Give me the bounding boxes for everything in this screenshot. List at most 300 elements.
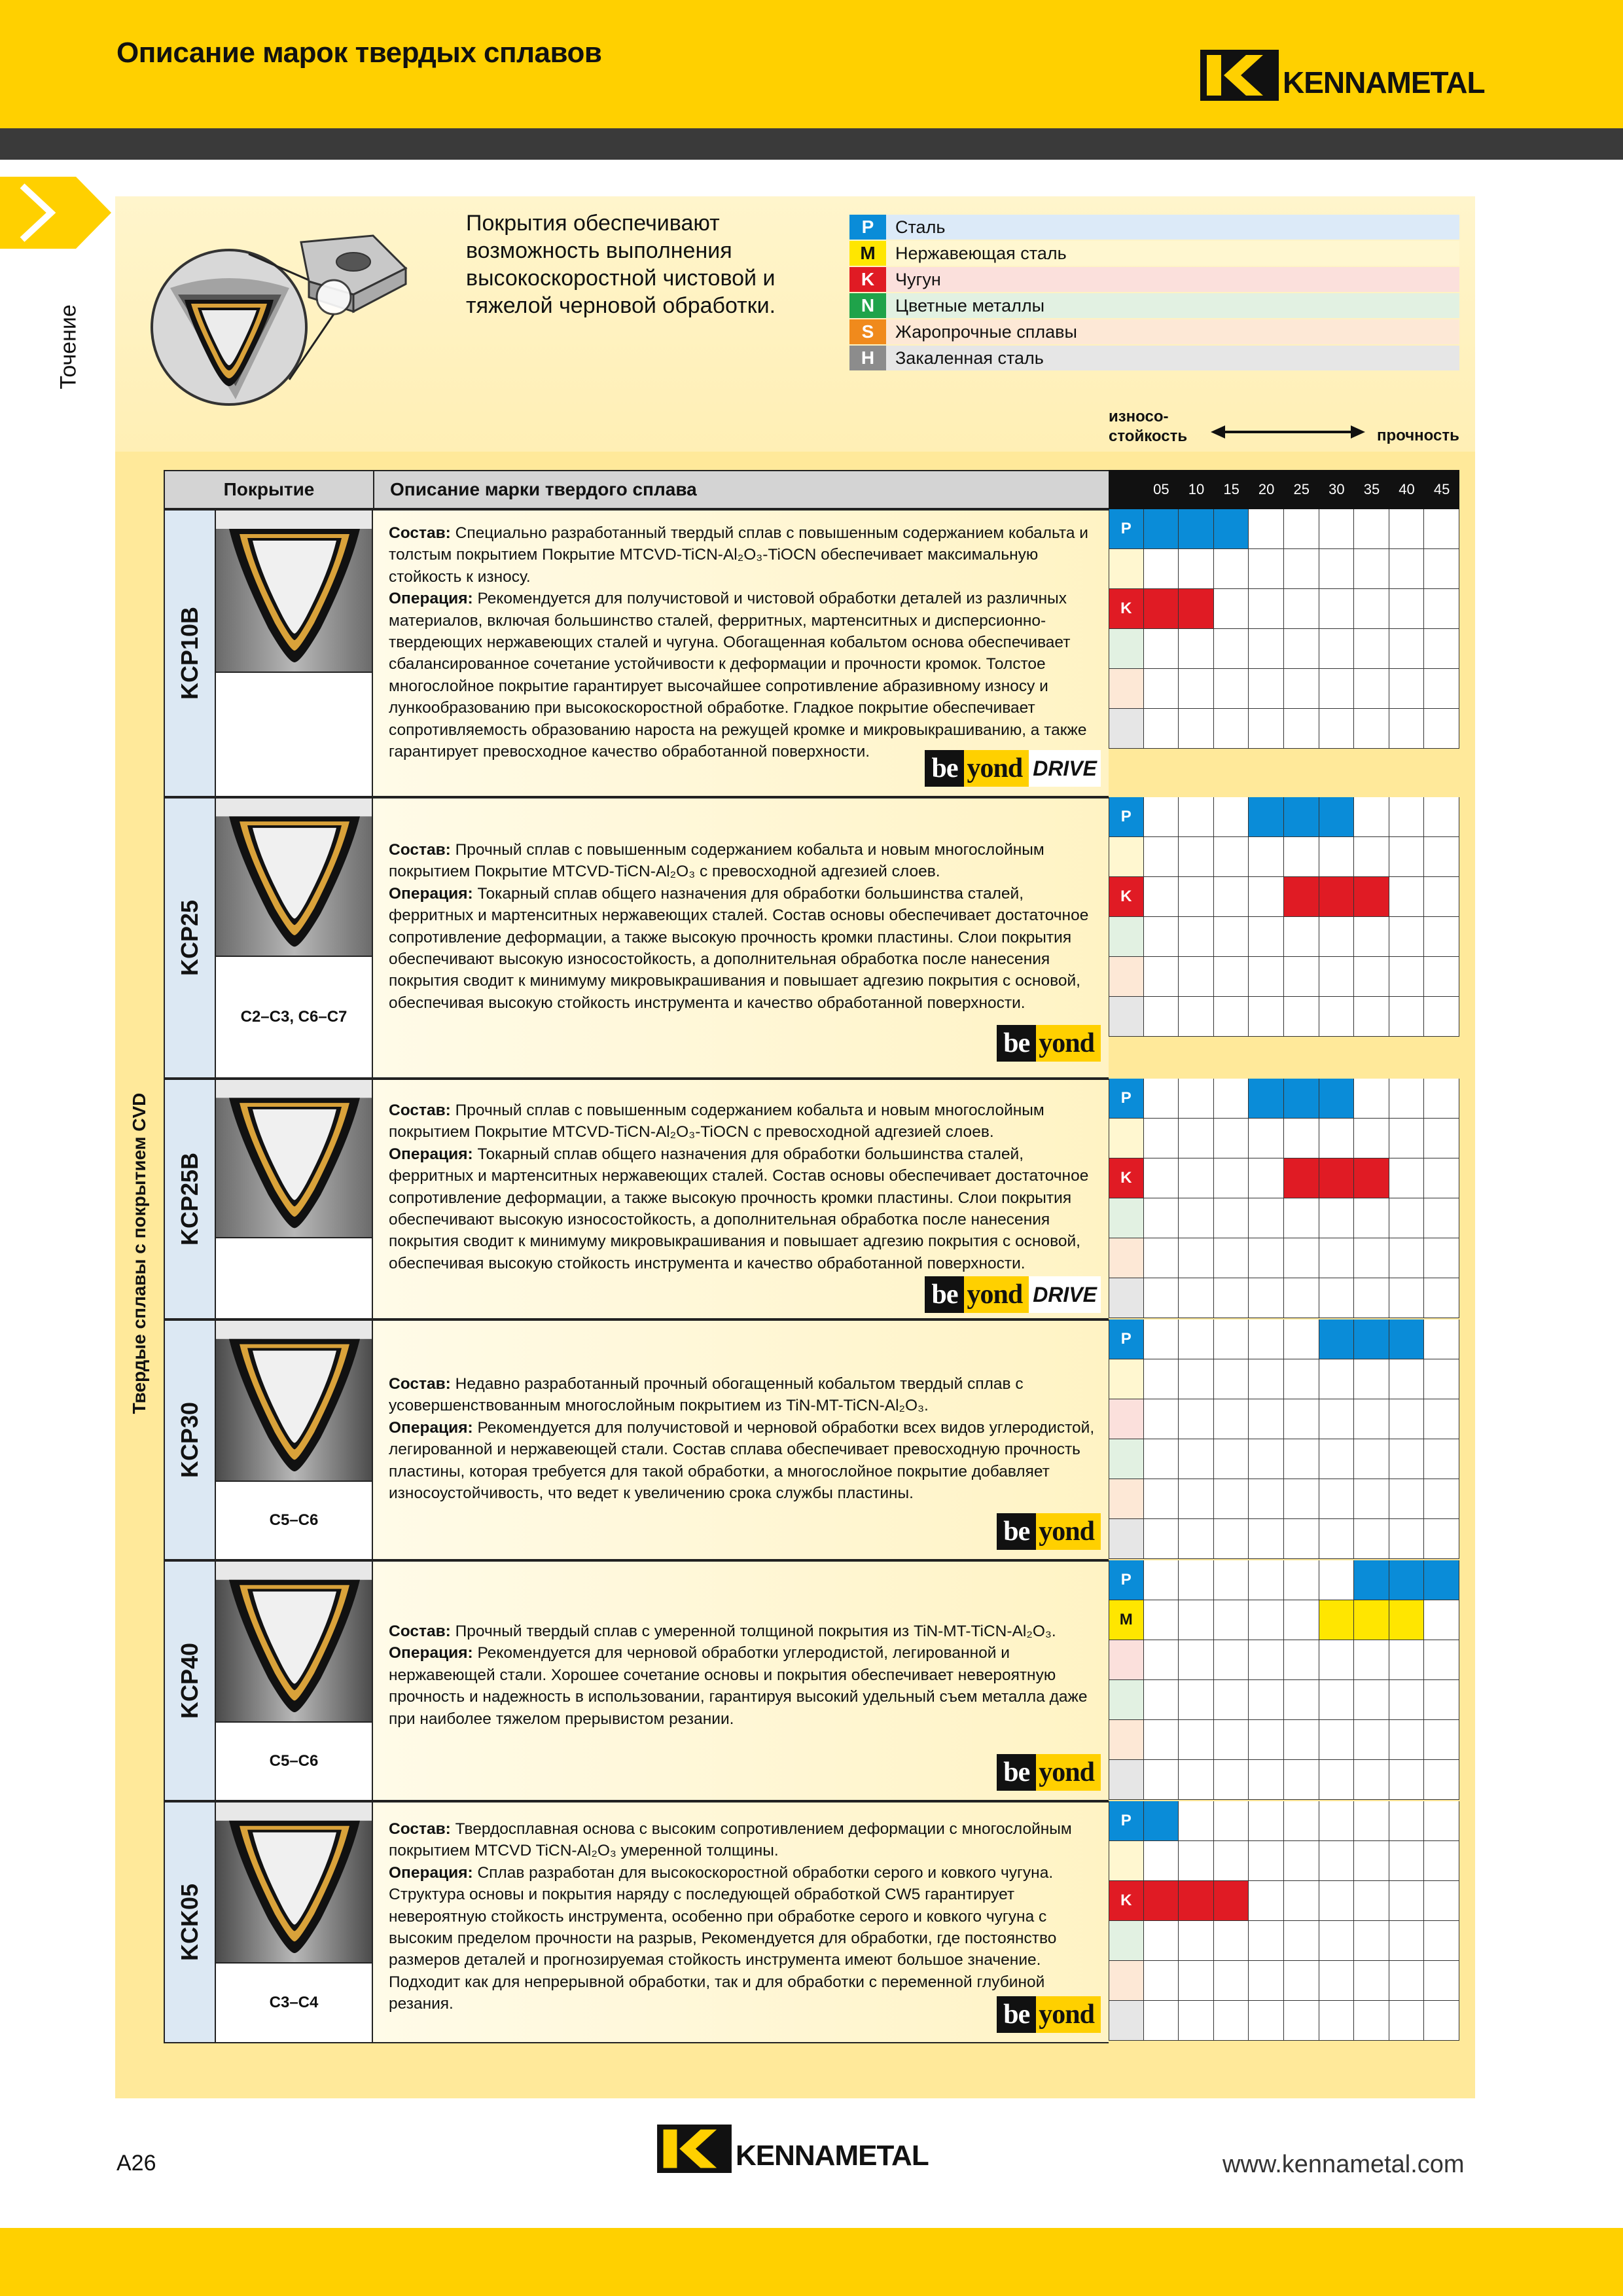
grid-cell xyxy=(1284,709,1319,749)
grid-cell xyxy=(1389,1961,1425,2001)
grade-subcode: C5–C6 xyxy=(216,1723,373,1801)
coating-cross-section xyxy=(216,797,373,957)
legend-item-nonferrous xyxy=(849,293,1459,318)
grid-cell xyxy=(1144,1278,1179,1318)
legend-badge: K xyxy=(849,267,886,292)
grade-description-text xyxy=(389,1373,1098,1504)
grid-cell xyxy=(1214,1079,1249,1119)
grid-cell xyxy=(1144,1961,1179,2001)
grid-cell xyxy=(1319,1119,1355,1158)
scale-strength-label: прочность xyxy=(1377,427,1459,444)
grid-cell-filled xyxy=(1319,1319,1355,1359)
application-grid xyxy=(1109,1079,1459,1319)
grade-row-kcp10b xyxy=(164,509,1459,797)
material-badge xyxy=(1109,1961,1144,2001)
grid-cell xyxy=(1319,549,1355,589)
coating-layers-icon xyxy=(216,1803,373,1964)
grid-cell-filled xyxy=(1284,1158,1319,1198)
grid-cell xyxy=(1249,1720,1284,1760)
grid-row-n xyxy=(1109,917,1459,957)
legend-item-heat-resistant xyxy=(849,319,1459,344)
coating-layers-icon xyxy=(216,1080,373,1238)
grid-cell xyxy=(1249,669,1284,709)
grid-cell xyxy=(1319,997,1355,1037)
grid-cell xyxy=(1249,837,1284,877)
grid-cell xyxy=(1424,629,1459,669)
grade-description xyxy=(373,509,1109,797)
material-badge: P xyxy=(1109,1319,1144,1359)
grid-cell xyxy=(1214,837,1249,877)
grid-cell xyxy=(1284,997,1319,1037)
grid-cell xyxy=(1319,1801,1355,1841)
grid-cell xyxy=(1249,629,1284,669)
grid-cell xyxy=(1424,957,1459,997)
material-badge xyxy=(1109,1519,1144,1559)
grid-cell xyxy=(1249,957,1284,997)
material-badge xyxy=(1109,709,1144,749)
grid-cell xyxy=(1214,1319,1249,1359)
grid-cell xyxy=(1144,837,1179,877)
coating-cross-section xyxy=(216,1560,373,1723)
page-number: A26 xyxy=(116,2151,156,2176)
grid-cell xyxy=(1284,669,1319,709)
grid-cell xyxy=(1144,877,1179,917)
grid-cell xyxy=(1389,589,1425,629)
grid-cell xyxy=(1319,1238,1355,1278)
legend-label: Цветные металлы xyxy=(895,295,1045,315)
application-grid xyxy=(1109,509,1459,797)
grid-cell-filled xyxy=(1354,1158,1389,1198)
grid-cell xyxy=(1179,1158,1214,1198)
grid-row-p xyxy=(1109,509,1459,549)
grid-cell xyxy=(1389,1801,1425,1841)
grid-row-n xyxy=(1109,1439,1459,1479)
grid-cell xyxy=(1424,1319,1459,1359)
grid-cell xyxy=(1214,1600,1249,1640)
grid-cell xyxy=(1214,1680,1249,1720)
application-grid xyxy=(1109,1801,1459,2043)
grid-cell xyxy=(1284,917,1319,957)
grid-cell xyxy=(1424,709,1459,749)
grid-cell xyxy=(1424,1119,1459,1158)
grid-row-p xyxy=(1109,1319,1459,1359)
grid-cell xyxy=(1179,1760,1214,1800)
grid-cell-filled xyxy=(1179,1881,1214,1921)
material-badge xyxy=(1109,837,1144,877)
grid-cell xyxy=(1389,1158,1425,1198)
grid-cell-filled xyxy=(1214,1881,1249,1921)
grid-cell-filled xyxy=(1179,589,1214,629)
grid-cell-filled xyxy=(1284,1079,1319,1119)
grid-cell xyxy=(1249,1439,1284,1479)
material-badge xyxy=(1109,669,1144,709)
grid-cell xyxy=(1144,629,1179,669)
grid-cell xyxy=(1179,877,1214,917)
grid-cell xyxy=(1144,709,1179,749)
coating-cross-section xyxy=(216,1319,373,1482)
grid-cell xyxy=(1179,1560,1214,1600)
grid-row-k xyxy=(1109,1640,1459,1680)
grid-cell xyxy=(1214,1841,1249,1881)
grid-cell xyxy=(1424,669,1459,709)
grid-cell xyxy=(1354,1961,1389,2001)
grid-cell xyxy=(1284,1278,1319,1318)
grid-row-m xyxy=(1109,1600,1459,1640)
grid-cell xyxy=(1354,1519,1389,1559)
grid-cell xyxy=(1179,669,1214,709)
grid-row-h xyxy=(1109,1278,1459,1318)
header-scale xyxy=(1109,470,1459,509)
grid-cell xyxy=(1424,1760,1459,1800)
composition-text: Прочный сплав с повышенным содержанием кобальта и новым многослойным покрытием Покрытие MTCVD-TiCN-Al₂O₃ с превосходной адгезией слоев. xyxy=(389,841,1044,881)
grid-cell xyxy=(1389,709,1425,749)
grid-cell-filled xyxy=(1144,589,1179,629)
scale-wear-label: износо- стойкость xyxy=(1109,408,1188,445)
grid-cell xyxy=(1144,1439,1179,1479)
legend-item-steel xyxy=(849,215,1459,240)
grid-row-k xyxy=(1109,589,1459,629)
grid-cell xyxy=(1179,797,1214,837)
scale-tick: 30 xyxy=(1329,481,1345,497)
grid-cell xyxy=(1424,1439,1459,1479)
grid-cell xyxy=(1389,1720,1425,1760)
grid-cell xyxy=(1284,1439,1319,1479)
grid-cell xyxy=(1319,837,1355,877)
grid-cell xyxy=(1214,1399,1249,1439)
scale-tick: 15 xyxy=(1223,481,1240,497)
coating-cross-section xyxy=(216,1079,373,1238)
grid-cell xyxy=(1389,1841,1425,1881)
brand-name: KENNAMETAL xyxy=(1283,65,1485,99)
grid-cell xyxy=(1389,1881,1425,1921)
grid-cell xyxy=(1389,997,1425,1037)
composition-label: Состав: xyxy=(389,1820,451,1838)
grid-cell xyxy=(1144,1921,1179,1961)
operation-text: Токарный сплав общего назначения для обработки большинства сталей, ферритных и мартенситных нержавеющих сталей. Состав основы обеспечивает достаточное сопротивление деформации, а также высокую прочность кромки пластины. Слои покрытия обеспечивают высокую износостойкость, а дополнительная обработка после нанесения покрытия сводит к минимуму микровыкрашивания и повышает адгезию покрытия с основой, обеспечивая высокую стойкость инструмента и качество обработанной поверхности. xyxy=(389,884,1089,1012)
insert-magnifier-illustration xyxy=(137,216,412,412)
material-badge xyxy=(1109,1119,1144,1158)
composition-label: Состав: xyxy=(389,1623,451,1640)
grid-cell xyxy=(1424,1238,1459,1278)
footer-url[interactable]: www.kennametal.com xyxy=(1222,2151,1465,2178)
bottom-banner xyxy=(0,2228,1623,2296)
beyond-badge-left: be xyxy=(997,1754,1036,1791)
grid-cell xyxy=(1319,1560,1355,1600)
grid-row-h xyxy=(1109,997,1459,1037)
grid-cell xyxy=(1249,1238,1284,1278)
grid-cell xyxy=(1179,1801,1214,1841)
legend-badge: M xyxy=(849,241,886,266)
grid-cell xyxy=(1354,1198,1389,1238)
grid-cell xyxy=(1144,1640,1179,1680)
grid-cell xyxy=(1354,1720,1389,1760)
grid-cell xyxy=(1424,2001,1459,2041)
grid-cell-filled xyxy=(1319,877,1355,917)
grid-cell xyxy=(1179,997,1214,1037)
grid-cell xyxy=(1354,1921,1389,1961)
grid-row-p xyxy=(1109,1560,1459,1600)
grid-cell xyxy=(1144,997,1179,1037)
beyond-badge-right: yond xyxy=(1036,1996,1101,2033)
grade-name: KCP30 xyxy=(164,1319,216,1560)
legend-badge: N xyxy=(849,293,886,318)
beyond-badge-right: yond xyxy=(964,750,1029,787)
grid-cell xyxy=(1249,1680,1284,1720)
grid-cell xyxy=(1354,669,1389,709)
grid-cell xyxy=(1249,1961,1284,2001)
grid-cell xyxy=(1424,1881,1459,1921)
grid-cell xyxy=(1214,1961,1249,2001)
coating-cross-section xyxy=(216,1801,373,1964)
grid-cell xyxy=(1214,1359,1249,1399)
grid-cell xyxy=(1319,629,1355,669)
material-badge: P xyxy=(1109,1801,1144,1841)
grid-cell xyxy=(1319,1921,1355,1961)
grid-cell xyxy=(1389,2001,1425,2041)
material-badge xyxy=(1109,957,1144,997)
material-badge xyxy=(1109,1640,1144,1680)
grid-cell-filled xyxy=(1249,797,1284,837)
grid-cell xyxy=(1284,1801,1319,1841)
grid-row-n xyxy=(1109,1921,1459,1961)
grid-cell xyxy=(1144,1238,1179,1278)
grid-cell xyxy=(1214,1198,1249,1238)
grid-cell xyxy=(1319,1961,1355,2001)
grid-cell-filled xyxy=(1354,1319,1389,1359)
grid-cell xyxy=(1354,549,1389,589)
grid-cell-filled xyxy=(1424,1560,1459,1600)
grid-cell xyxy=(1214,1921,1249,1961)
kennametal-k-icon xyxy=(657,2125,732,2173)
material-badge xyxy=(1109,1720,1144,1760)
grid-cell xyxy=(1249,709,1284,749)
grid-cell xyxy=(1354,1238,1389,1278)
grid-cell xyxy=(1179,1680,1214,1720)
grid-cell xyxy=(1179,629,1214,669)
material-badge xyxy=(1109,1439,1144,1479)
grid-cell xyxy=(1214,549,1249,589)
legend-item-stainless xyxy=(849,241,1459,266)
grid-row-n xyxy=(1109,1680,1459,1720)
grid-cell xyxy=(1354,957,1389,997)
grid-cell xyxy=(1389,957,1425,997)
scale-tick: 40 xyxy=(1399,481,1415,497)
beyond-badge-left: be xyxy=(997,1996,1036,2033)
grid-cell xyxy=(1144,1479,1179,1519)
grid-cell xyxy=(1424,1479,1459,1519)
grid-cell xyxy=(1214,589,1249,629)
grid-cell-filled xyxy=(1249,1079,1284,1119)
grid-cell-filled xyxy=(1389,1319,1425,1359)
material-badge xyxy=(1109,2001,1144,2041)
section-label: Точение xyxy=(56,304,81,389)
grid-cell xyxy=(1144,957,1179,997)
coating-layers-icon xyxy=(216,1562,373,1723)
operation-label: Операция: xyxy=(389,884,473,903)
grid-cell xyxy=(1354,1680,1389,1720)
grid-cell xyxy=(1284,1479,1319,1519)
grid-cell xyxy=(1284,2001,1319,2041)
grade-row-kcp30 xyxy=(164,1319,1459,1560)
grid-cell xyxy=(1144,1760,1179,1800)
grid-row-s xyxy=(1109,1479,1459,1519)
grid-cell xyxy=(1214,1801,1249,1841)
beyond-badge-right: yond xyxy=(1036,1025,1101,1062)
grid-cell xyxy=(1179,1399,1214,1439)
grid-cell xyxy=(1214,1119,1249,1158)
grid-cell xyxy=(1319,1680,1355,1720)
operation-text: Рекомендуется для черновой обработки углеродистой, легированной и нержавеющей стали. Хорошее сочетание основы и покрытия обеспечивает невероятную прочность и надежность в использовании, гарантируя высокий удельный съем металла даже при наиболее тяжелом прерывистом резании. xyxy=(389,1644,1088,1728)
grid-cell-filled xyxy=(1319,1158,1355,1198)
scale-tick: 20 xyxy=(1258,481,1275,497)
grid-cell xyxy=(1389,549,1425,589)
grid-cell xyxy=(1179,1079,1214,1119)
grid-cell xyxy=(1354,629,1389,669)
grid-cell xyxy=(1424,877,1459,917)
grid-cell xyxy=(1319,1399,1355,1439)
material-badge: P xyxy=(1109,1560,1144,1600)
grid-cell xyxy=(1144,549,1179,589)
grid-cell xyxy=(1249,1841,1284,1881)
application-grid xyxy=(1109,1319,1459,1560)
grid-cell xyxy=(1389,1479,1425,1519)
grid-cell xyxy=(1179,917,1214,957)
grid-cell xyxy=(1179,957,1214,997)
grid-row-h xyxy=(1109,1760,1459,1800)
grid-cell xyxy=(1249,1158,1284,1198)
material-badge: P xyxy=(1109,509,1144,549)
grid-cell xyxy=(1389,1238,1425,1278)
material-badge: K xyxy=(1109,1881,1144,1921)
grid-cell xyxy=(1424,1158,1459,1198)
grid-cell xyxy=(1319,1881,1355,1921)
grid-cell xyxy=(1319,509,1355,549)
grid-cell xyxy=(1424,917,1459,957)
operation-label: Операция: xyxy=(389,1418,473,1437)
grid-cell-filled xyxy=(1319,797,1355,837)
grid-cell xyxy=(1249,1560,1284,1600)
grid-cell xyxy=(1214,629,1249,669)
header-coating: Покрытие xyxy=(164,470,374,509)
grid-cell xyxy=(1249,877,1284,917)
coating-layers-icon xyxy=(216,511,373,673)
grid-cell xyxy=(1249,1198,1284,1238)
grid-cell xyxy=(1389,1519,1425,1559)
grade-row-kck05 xyxy=(164,1801,1459,2043)
grid-cell xyxy=(1144,1841,1179,1881)
material-badge: K xyxy=(1109,589,1144,629)
composition-label: Состав: xyxy=(389,524,451,542)
operation-label: Операция: xyxy=(389,590,473,608)
operation-text: Токарный сплав общего назначения для обработки большинства сталей, ферритных и мартенситных нержавеющих сталей. Состав основы обеспечивает достаточное сопротивление деформации, а также высокую прочность кромки пластины. Слои покрытия обеспечивают высокую износостойкость, а дополнительная обработка после нанесения покрытия сводит к минимуму микровыкрашивания и повышает адгезию покрытия с основой, обеспечивая высокую стойкость инструмента и качество обработанной поверхности. xyxy=(389,1145,1089,1272)
grid-cell xyxy=(1424,1600,1459,1640)
grid-cell xyxy=(1144,1680,1179,1720)
coating-layers-icon xyxy=(216,1321,373,1482)
material-badge xyxy=(1109,1198,1144,1238)
grid-cell xyxy=(1214,709,1249,749)
grade-row-kcp25b xyxy=(164,1079,1459,1319)
grid-cell xyxy=(1389,1119,1425,1158)
grid-cell xyxy=(1389,1198,1425,1238)
legend-badge: H xyxy=(849,346,886,370)
grid-row-m xyxy=(1109,837,1459,877)
composition-text: Недавно разработанный прочный обогащенный кобальтом твердый сплав с усовершенствованным многослойным покрытием из TiN-MT-TiCN-Al₂O₃. xyxy=(389,1375,1024,1415)
grid-row-s xyxy=(1109,1238,1459,1278)
grid-cell xyxy=(1249,549,1284,589)
scale-tick: 25 xyxy=(1293,481,1310,497)
grid-cell xyxy=(1319,1359,1355,1399)
composition-text: Твердосплавная основа с высоким сопротивлением деформации с многослойным покрытием MTCVD TiCN-Al₂O₃ умеренной толщины. xyxy=(389,1820,1072,1860)
beyond-badge-left: be xyxy=(925,750,964,787)
grid-cell xyxy=(1354,709,1389,749)
grid-cell xyxy=(1249,1479,1284,1519)
legend-badge: P xyxy=(849,215,886,240)
grid-cell xyxy=(1214,2001,1249,2041)
grid-cell xyxy=(1144,1600,1179,1640)
grid-cell xyxy=(1179,1640,1214,1680)
beyond-badge xyxy=(997,1996,1101,2033)
grid-cell xyxy=(1249,1119,1284,1158)
grid-cell xyxy=(1249,1519,1284,1559)
grid-cell xyxy=(1319,1720,1355,1760)
material-badge xyxy=(1109,1921,1144,1961)
grid-cell xyxy=(1144,1158,1179,1198)
legend-label: Сталь xyxy=(895,217,946,237)
grade-description-text xyxy=(389,1621,1098,1730)
grid-row-n xyxy=(1109,629,1459,669)
grade-name: KCP25B xyxy=(164,1079,216,1319)
grid-cell xyxy=(1284,1921,1319,1961)
grid-cell-filled xyxy=(1319,1600,1355,1640)
grid-cell xyxy=(1354,589,1389,629)
grid-row-k xyxy=(1109,1399,1459,1439)
grid-cell xyxy=(1354,1640,1389,1680)
grid-cell xyxy=(1319,2001,1355,2041)
material-badge xyxy=(1109,917,1144,957)
drive-badge: DRIVE xyxy=(1029,750,1101,787)
grid-cell xyxy=(1354,1881,1389,1921)
grid-cell xyxy=(1249,1801,1284,1841)
grid-cell xyxy=(1424,997,1459,1037)
grid-cell xyxy=(1319,1479,1355,1519)
grid-cell xyxy=(1389,1439,1425,1479)
grid-cell xyxy=(1354,1079,1389,1119)
grid-cell xyxy=(1284,1359,1319,1399)
grade-description-text xyxy=(389,1100,1098,1274)
grid-cell xyxy=(1424,1278,1459,1318)
page-title: Описание марок твердых сплавов xyxy=(116,37,602,69)
grid-cell xyxy=(1249,1921,1284,1961)
double-arrow-icon xyxy=(1211,424,1365,440)
grid-cell xyxy=(1424,1801,1459,1841)
grid-cell xyxy=(1144,1720,1179,1760)
grid-cell xyxy=(1214,1720,1249,1760)
beyond-badge xyxy=(925,1276,1101,1313)
composition-text: Прочный твердый сплав с умеренной толщиной покрытия из TiN-MT-TiCN-Al₂O₃. xyxy=(455,1623,1056,1640)
grid-cell-filled xyxy=(1284,877,1319,917)
scale-tick: 45 xyxy=(1433,481,1450,497)
grid-cell xyxy=(1284,957,1319,997)
grid-cell xyxy=(1179,1600,1214,1640)
grid-row-k xyxy=(1109,1881,1459,1921)
grid-row-m xyxy=(1109,1119,1459,1158)
grid-cell xyxy=(1354,1841,1389,1881)
grid-cell xyxy=(1389,1359,1425,1399)
grid-cell xyxy=(1284,1238,1319,1278)
beyond-badge-left: be xyxy=(997,1025,1036,1062)
beyond-badge xyxy=(997,1754,1101,1791)
grid-cell xyxy=(1144,669,1179,709)
